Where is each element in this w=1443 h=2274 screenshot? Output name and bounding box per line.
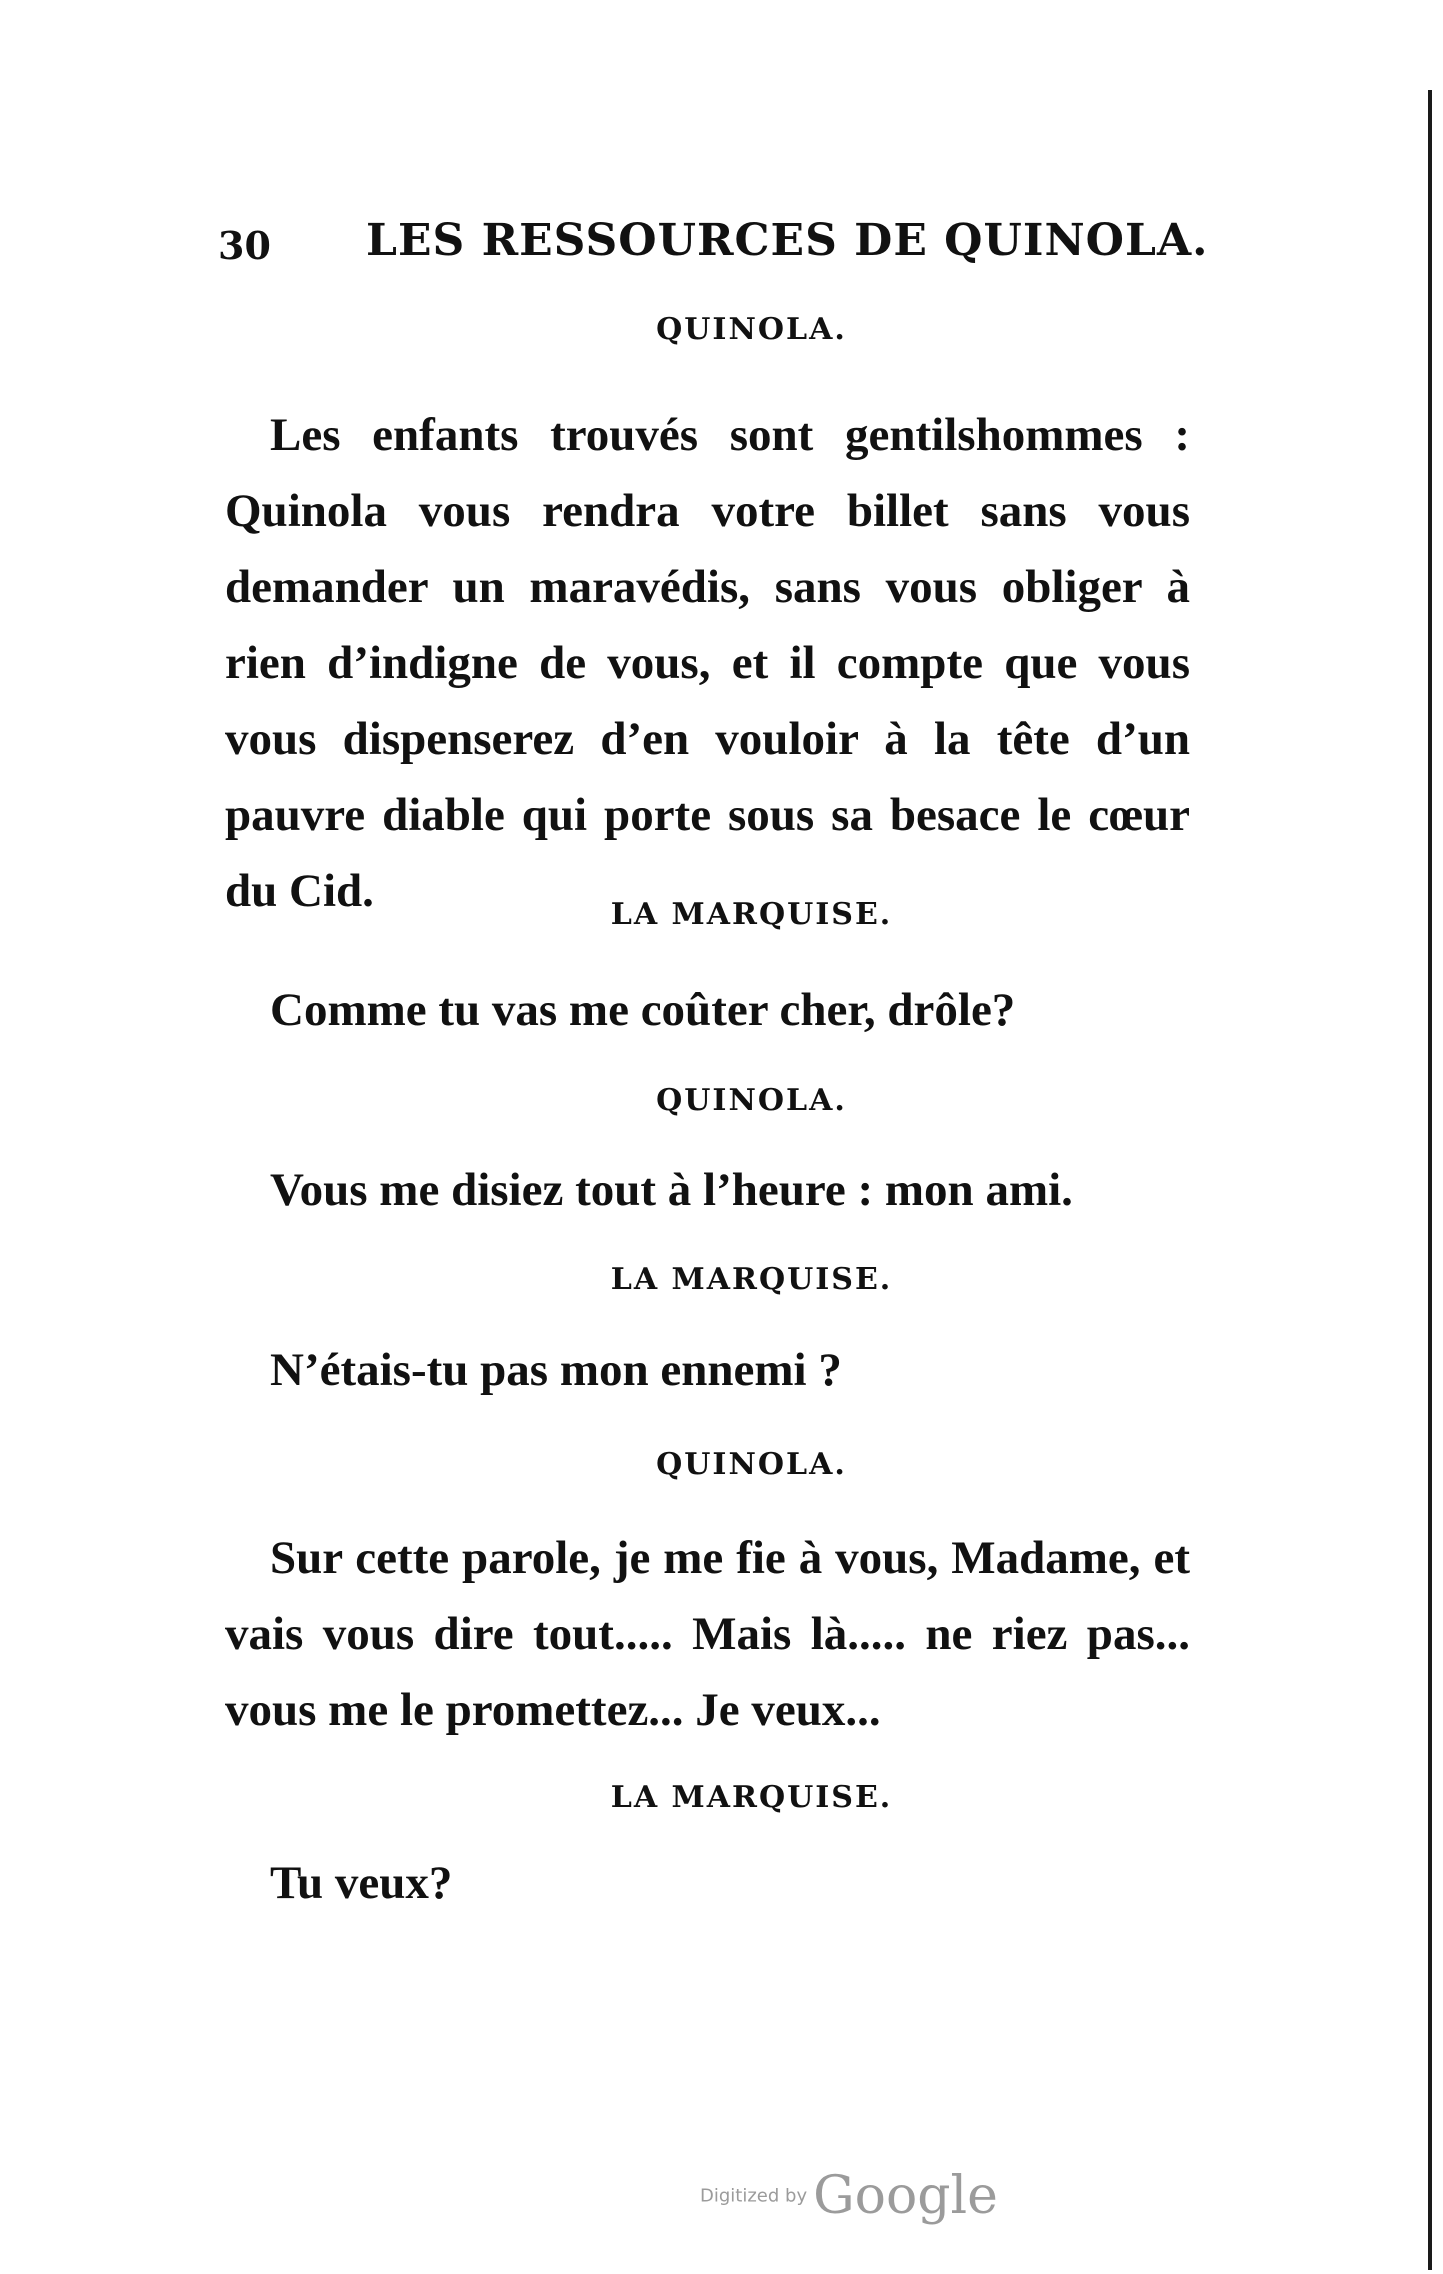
page-number: 30 [218,223,271,268]
speech-text: Tu veux? [270,1857,453,1909]
speech-text: Les enfants trouvés sont gentilshommes : Quinola vous rendra votre billet sans vous demander un maravédis, sans vous obliger à rien d’indigne de vous, et il compte que vous vous dispenserez d’en vouloir à la tête d’un pauvre diable qui porte sous sa besace le cœur du Cid. [225,409,1190,917]
speaker-label: LA MARQUISE. [610,897,893,932]
speech-text: Comme tu vas me coûter cher, drôle? [270,984,1016,1036]
watermark-prefix: Digitized by [700,2185,808,2207]
speaker-label: LA MARQUISE. [610,1780,893,1815]
speech-text: N’étais-tu pas mon ennemi ? [270,1344,842,1396]
page-edge-border [1428,90,1432,2270]
google-logo: Google [813,2166,998,2226]
speaker-label: LA MARQUISE. [610,1262,893,1297]
speaker-label: QUINOLA. [656,312,847,347]
digitized-watermark [700,2166,1000,2226]
speaker-label: QUINOLA. [656,1083,847,1118]
page-header [218,215,1209,275]
speech-text: Sur cette parole, je me fie à vous, Madame, et vais vous dire tout..... Mais là..... ne riez pas... vous me le promettez... Je veux... [225,1532,1190,1736]
running-title: LES RESSOURCES DE QUINOLA. [366,215,1209,266]
speaker-label: QUINOLA. [656,1447,847,1482]
speech-text: Vous me disiez tout à l’heure : mon ami. [270,1164,1073,1216]
